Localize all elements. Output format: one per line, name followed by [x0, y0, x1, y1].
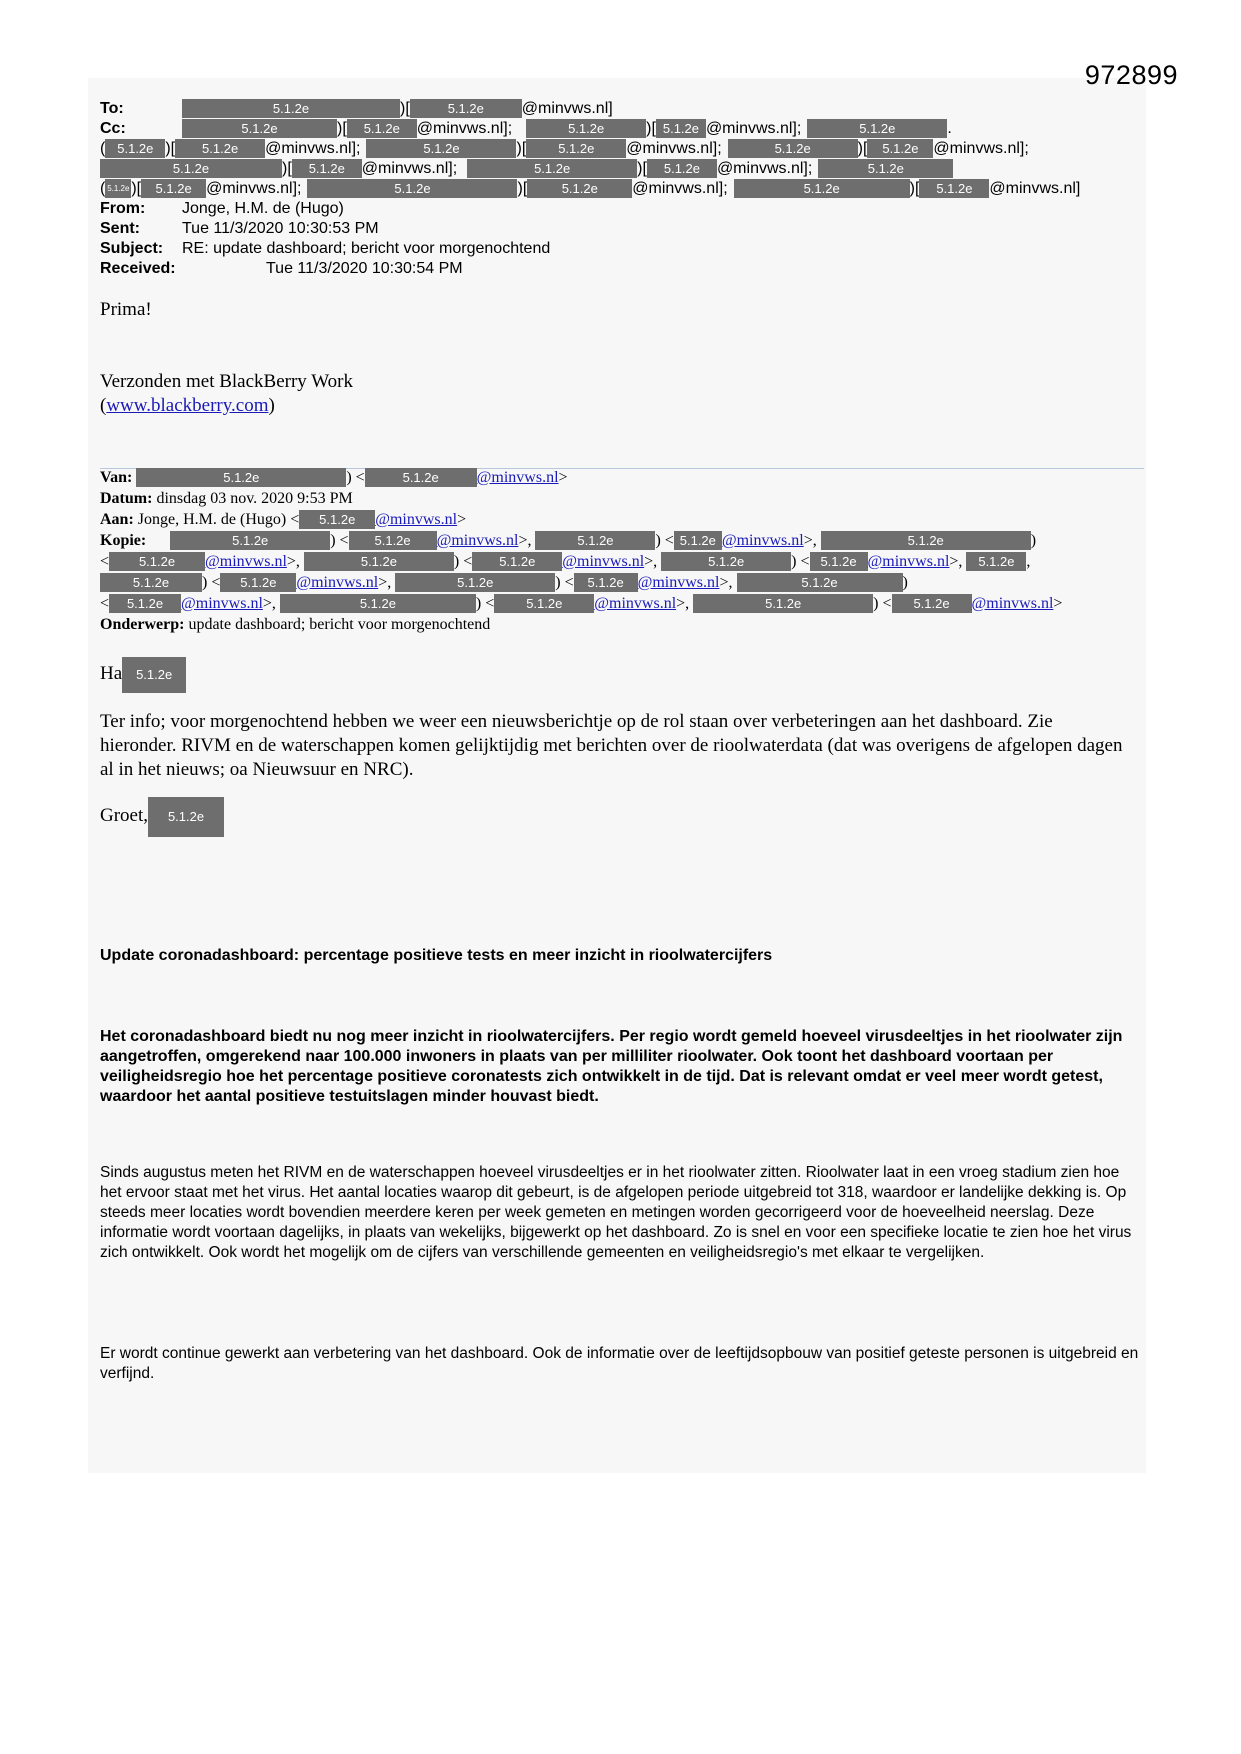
email-link[interactable]: @minvws.nl: [205, 553, 287, 570]
redaction-box: 5.1.2e: [304, 552, 454, 571]
datum-label: Datum:: [100, 490, 153, 507]
redaction-box: 5.1.2e: [526, 119, 646, 138]
cc-row-3: 5.1.2e )[ 5.1.2e @minvws.nl]; 5.1.2e )[ 5.1.2e @minvws.nl]; 5.1.2e: [100, 159, 953, 179]
email-link[interactable]: @minvws.nl: [296, 574, 379, 591]
email-fragment: @minvws.nl];: [632, 180, 728, 197]
cc-row: Cc: 5.1.2e )[ 5.1.2e @minvws.nl]; 5.1.2e )[ 5.1.2e @minvws.nl]; 5.1.2e .: [100, 120, 952, 137]
email-fragment: @minvws.nl];: [361, 160, 458, 177]
reply-signature: [100, 370, 353, 418]
sent-row: [100, 219, 379, 239]
email-link[interactable]: @minvws.nl: [476, 469, 559, 486]
redaction-box: 5.1.2e: [365, 468, 477, 487]
redaction-box: 5.1.2e: [100, 159, 282, 178]
redaction-box: 5.1.2e: [810, 552, 868, 571]
redaction-box: 5.1.2e: [280, 594, 476, 613]
cc-row-4: ( 5.1.2e )[ 5.1.2e @minvws.nl]; 5.1.2e )[ 5.1.2e @minvws.nl]; 5.1.2e )[ 5.1.2e @minvws.nl]: [100, 180, 1081, 197]
sent-with-text: Verzonden met BlackBerry Work: [100, 371, 353, 392]
redaction-box: 5.1.2e: [307, 179, 517, 198]
sign-off-text: Groet,: [100, 805, 149, 826]
subject-value: RE: update dashboard; bericht voor morgenochtend: [182, 240, 551, 257]
email-fragment: @minvws.nl];: [416, 120, 513, 137]
subject-label: Subject:: [100, 240, 164, 257]
redaction-box: 5.1.2e: [574, 573, 638, 592]
email-link[interactable]: @minvws.nl: [181, 595, 263, 612]
redaction-box: 5.1.2e: [220, 573, 296, 592]
aan-value: Jonge, H.M. de (Hugo) <: [137, 511, 300, 528]
email-fragment: @minvws.nl];: [626, 140, 722, 157]
redaction-box: 5.1.2e: [656, 119, 706, 138]
redaction-box: 5.1.2e: [136, 468, 346, 487]
received-value: Tue 11/3/2020 10:30:54 PM: [266, 260, 463, 277]
redaction-box: 5.1.2e: [410, 99, 522, 118]
email-fragment: @minvws.nl]: [989, 180, 1081, 197]
email-fragment: @minvws.nl];: [206, 180, 302, 197]
email-link[interactable]: @minvws.nl: [721, 532, 804, 549]
kopie-label: Kopie:: [100, 532, 147, 549]
sent-value: Tue 11/3/2020 10:30:53 PM: [182, 220, 379, 237]
redaction-box: 5.1.2e: [292, 159, 362, 178]
aan-label: Aan:: [100, 511, 134, 528]
redaction-box: 5.1.2e: [472, 552, 562, 571]
aan-row: Aan: Jonge, H.M. de (Hugo) < 5.1.2e @minvws.nl>: [100, 511, 467, 528]
redaction-box: 5.1.2e: [299, 510, 375, 529]
redaction-box: 5.1.2e: [175, 139, 265, 158]
subject-row: [100, 239, 550, 259]
email-link[interactable]: @minvws.nl: [637, 574, 720, 591]
redaction-box: 5.1.2e: [737, 573, 903, 592]
redaction-box: 5.1.2e: [821, 531, 1031, 550]
greeting: [100, 656, 186, 693]
email-link[interactable]: @minvws.nl: [562, 553, 645, 570]
redaction-box: 5.1.2e: [182, 119, 337, 138]
redaction-box: 5.1.2e: [349, 531, 437, 550]
cc-label: Cc:: [100, 120, 126, 137]
to-label: To:: [100, 100, 124, 117]
from-label: From:: [100, 200, 146, 217]
blackberry-link[interactable]: www.blackberry.com: [106, 395, 269, 416]
cc-row-2: ( 5.1.2e )[ 5.1.2e @minvws.nl]; 5.1.2e )[ 5.1.2e @minvws.nl]; 5.1.2e )[ 5.1.2e @minvws.nl];: [100, 140, 1029, 157]
from-row: [100, 199, 344, 219]
redaction-box: 5.1.2e: [892, 594, 972, 613]
news-title: Update coronadashboard: percentage positieve tests en meer inzicht in rioolwatercijfers: [100, 947, 773, 964]
news-paragraph-2: Er wordt continue gewerkt aan verbetering van het dashboard. Ook de informatie over de leeftijdsopbouw van positief geteste personen is uitgebreid en verfijnd.: [100, 1345, 1139, 1382]
redaction-box: 5.1.2e: [105, 139, 165, 158]
redaction-box: 5.1.2e: [535, 531, 655, 550]
redaction-box: 5.1.2e: [467, 159, 637, 178]
onderwerp-value: update dashboard; bericht voor morgenochtend: [188, 616, 491, 633]
redaction-box: 5.1.2e: [919, 179, 989, 198]
email-fragment: @minvws.nl];: [265, 140, 361, 157]
onderwerp-row: [100, 615, 490, 635]
datum-value: dinsdag 03 nov. 2020 9:53 PM: [156, 490, 353, 507]
redaction-box: 5.1.2e: [100, 573, 202, 592]
redaction-box: 5.1.2e: [807, 119, 947, 138]
redaction-box: 5.1.2e: [170, 531, 330, 550]
email-link[interactable]: @minvws.nl: [594, 595, 677, 612]
email-link[interactable]: @minvws.nl: [867, 553, 950, 570]
redaction-box: 5.1.2e: [122, 657, 186, 693]
redaction-box: 5.1.2e: [647, 159, 717, 178]
kopie-row-3: 5.1.2e ) < 5.1.2e @minvws.nl>, 5.1.2e ) < 5.1.2e @minvws.nl>, 5.1.2e ): [100, 573, 908, 593]
redaction-box: 5.1.2e: [661, 552, 791, 571]
message-body: Ter info; voor morgenochtend hebben we weer een nieuwsberichtje op de rol staan over verbeteringen aan het dashboard. Zie hieronder. RIVM en de waterschappen komen gelijktijdig met berichten over de rioolwaterdata (dat was overigens de afgelopen dagen al in het nieuws; oa Nieuwsuur en NRC).: [100, 711, 1123, 780]
redaction-box: 5.1.2e: [105, 179, 131, 198]
email-link[interactable]: @minvws.nl: [971, 595, 1054, 612]
redaction-box: 5.1.2e: [494, 594, 594, 613]
email-fragment: @minvws.nl];: [716, 160, 813, 177]
email-link[interactable]: @minvws.nl: [436, 532, 519, 549]
redaction-box: 5.1.2e: [366, 139, 516, 158]
redaction-box: 5.1.2e: [818, 159, 953, 178]
redaction-box: 5.1.2e: [347, 119, 417, 138]
news-lead: Het coronadashboard biedt nu nog meer inzicht in rioolwatercijfers. Per regio wordt gemeld hoeveel virusdeeltjes in het rioolwater zijn aangetroffen, omgerekend naar 100.000 inwoners in plaats van per milliliter rioolwater. Ook toont het dashboard voortaan per veiligheidsregio hoe het percentage positieve coronatests zich ontwikkelt in de tijd. Dat is relevant omdat er veel meer wordt getest, waardoor het aantal positieve testuitslagen minder houvast biedt.: [100, 1028, 1123, 1105]
news-paragraph-1: Sinds augustus meten het RIVM en de waterschappen hoeveel virusdeeltjes er in het rioolwater zitten. Rioolwater laat in een vroeg stadium zien hoe het ervoor staat met het virus. Het aantal locaties waarop dit gebeurt, is de afgelopen periode uitgebreid tot 318, waardoor er landelijke dekking is. Op steeds meer locaties wordt bovendien meerdere keren per week gemeten en metingen worden gecorrigeerd voor de hoeveelheid neerslag. Deze informatie wordt voortaan dagelijks, in plaats van wekelijks, bijgewerkt op het dashboard. Zo is snel en voor een specifieke locatie te zien hoe het virus zich ontwikkelt. Ook wordt het mogelijk om de cijfers van verschillende gemeenten en veiligheidsregio's met elkaar te vergelijken.: [100, 1164, 1132, 1261]
redaction-box: 5.1.2e: [141, 179, 206, 198]
redaction-box: 5.1.2e: [526, 139, 626, 158]
received-label: Received:: [100, 260, 176, 277]
redaction-box: 5.1.2e: [148, 797, 224, 837]
redaction-box: 5.1.2e: [109, 552, 205, 571]
redaction-box: 5.1.2e: [109, 594, 181, 613]
redaction-box: 5.1.2e: [734, 179, 910, 198]
kopie-row-4: < 5.1.2e @minvws.nl>, 5.1.2e ) < 5.1.2e @minvws.nl>, 5.1.2e ) < 5.1.2e @minvws.nl>: [100, 595, 1063, 612]
redaction-box: 5.1.2e: [395, 573, 555, 592]
document-number: 972899: [1084, 60, 1178, 90]
kopie-row: Kopie: 5.1.2e ) < 5.1.2e @minvws.nl>, 5.1.2e ) < 5.1.2e @minvws.nl>, 5.1.2e ): [100, 532, 1037, 549]
redaction-box: 5.1.2e: [728, 139, 858, 158]
redaction-box: 5.1.2e: [693, 594, 873, 613]
paren-close: ): [268, 395, 275, 416]
received-row: [100, 259, 463, 279]
redaction-box: 5.1.2e: [674, 531, 722, 550]
email-fragment: @minvws.nl];: [705, 120, 802, 137]
to-row: To: 5.1.2e )[ 5.1.2e @minvws.nl]: [100, 100, 613, 117]
redaction-box: 5.1.2e: [966, 552, 1026, 571]
sent-label: Sent:: [100, 220, 140, 237]
from-value: Jonge, H.M. de (Hugo): [182, 200, 344, 217]
greeting-text: Ha: [100, 663, 123, 684]
sign-off: [100, 796, 224, 837]
email-link[interactable]: @minvws.nl: [375, 511, 458, 528]
redaction-box: 5.1.2e: [527, 179, 632, 198]
van-label: Van:: [100, 469, 133, 486]
reply-text: Prima!: [100, 299, 152, 320]
redaction-box: 5.1.2e: [867, 139, 933, 158]
paren-open: (: [100, 395, 107, 416]
onderwerp-label: Onderwerp:: [100, 616, 185, 633]
kopie-row-2: < 5.1.2e @minvws.nl>, 5.1.2e ) < 5.1.2e @minvws.nl>, 5.1.2e ) < 5.1.2e @minvws.nl>, 5.1.2e ,: [100, 553, 1031, 570]
email-fragment: @minvws.nl];: [933, 140, 1029, 157]
email-fragment: @minvws.nl]: [521, 100, 613, 117]
redaction-box: 5.1.2e: [182, 99, 400, 118]
van-row: Van: 5.1.2e ) < 5.1.2e @minvws.nl>: [100, 469, 568, 486]
datum-row: [100, 489, 353, 509]
